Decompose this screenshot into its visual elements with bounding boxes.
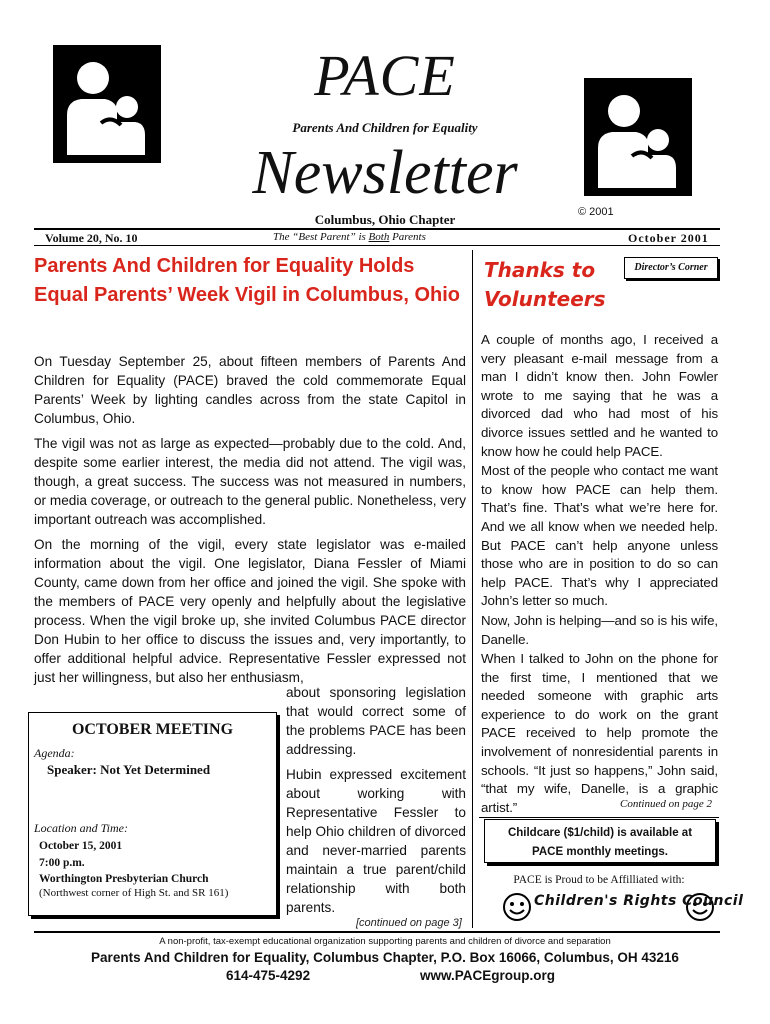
motto: The “Best Parent” is Both Parents — [273, 231, 426, 243]
corner-paragraph: A couple of months ago, I received a very pleasant e-mail message from a man I didn’t know then. John Fowler wrote to me saying that he was a divorced dad who had most of his divorce issues settled and he wanted to know how he could help PACE. — [481, 332, 718, 459]
continued-page-3: [continued on page 3] — [356, 917, 462, 929]
main-paragraph: Hubin expressed excitement about working with Representative Fessler to help Ohio children of divorced and never-married parents maintain a true parent/child relationship with both parents. — [286, 767, 466, 915]
footer-phone: 614-475-4292 — [226, 968, 311, 983]
copyright: © 2001 — [578, 206, 614, 218]
chapter-name: Columbus, Ohio Chapter — [314, 212, 456, 227]
childcare-line: Childcare ($1/child) is available at — [507, 827, 693, 839]
meeting-place: Worthington Presbyterian Church — [39, 873, 209, 885]
meeting-date: October 15, 2001 — [39, 840, 123, 852]
nonprofit-statement: A non-profit, tax-exempt educational organization supporting parents and children of divorce and separation — [159, 936, 611, 947]
main-paragraph: The vigil was not as large as expected—probably due to the cold. And, despite some earlier interest, the media did not attend. The vigil was, though, a great success. The success was not measured in numbers, or media coverage, or outreach to the general public. Nonetheless, very important outreach was accomplished. — [34, 436, 466, 527]
crc-name: Children's Rights Council — [534, 893, 744, 909]
masthead-subtitle: Parents And Children for Equality — [292, 120, 478, 135]
directors-corner-label: Director’s Corner — [624, 257, 718, 279]
corner-divider — [479, 817, 719, 818]
continued-page-2: Continued on page 2 — [620, 798, 712, 810]
masthead-divider — [34, 228, 720, 230]
meeting-speaker: Speaker: Not Yet Determined — [47, 762, 211, 777]
header-bottom-divider — [34, 245, 720, 246]
footer-address: Parents And Children for Equality, Columbus Chapter, P.O. Box 16066, Columbus, OH 43216 — [91, 950, 679, 965]
main-paragraph: On the morning of the vigil, every state legislator was e-mailed information about the vigil. One legislator, Diana Fessler of Miami County, came down from her office and joined the vigil. She spoke with the members of PACE very openly and helpfully about the legislative process. When the vigil broke up, she invited Columbus PACE director Don Hubin to her office to discuss the issues and, very importantly, to offer additional helpful advice. Representative Fessler expressed not just her willingness, but also her enthusiasm, — [34, 537, 466, 685]
issue-date: October 2001 — [628, 231, 709, 245]
corner-paragraph: When I talked to John on the phone for the first time, I mentioned that we needed someone with graphic arts experience to do work on the grant PACE received to help promote the involvement of nonresidential parents in schools. “It just so happens,” John said, “that my wife, Danelle, is a graphic artist.” — [481, 651, 718, 815]
october-meeting-box — [28, 712, 277, 916]
directors-corner-body — [481, 331, 718, 818]
agenda-label: Agenda: — [34, 746, 75, 760]
main-article-body — [34, 352, 466, 687]
footer-divider — [34, 931, 720, 933]
affiliation-text: PACE is Proud to be Affilliated with: — [513, 874, 685, 886]
main-paragraph-continued — [286, 683, 466, 917]
main-headline: Parents And Children for Equality Holds Equal Parents’ Week Vigil in Columbus, Ohio — [34, 255, 461, 306]
corner-paragraph: Now, John is helping—and so is his wife, Danelle. — [481, 612, 718, 647]
footer-website: www.PACEgroup.org — [420, 968, 555, 983]
main-paragraph: about sponsoring legislation that would correct some of the problems PACE has been addressing. — [286, 685, 466, 757]
meeting-title: OCTOBER MEETING — [71, 721, 234, 738]
column-divider — [472, 250, 473, 928]
corner-paragraph: Most of the people who contact me want to know how PACE can help them. That’s fine. That’s what we’re here for. And we all know when we needed help. But PACE can’t help anyone unless those who are in position to do so can help PACE. That’s why I appreciated John’s letter so much. — [481, 463, 718, 609]
masthead-newsletter: Newsletter — [252, 139, 518, 207]
masthead-title: PACE — [314, 43, 456, 108]
main-paragraph: On Tuesday September 25, about fifteen members of Parents And Children for Equality (PACE) braved the cold commemorate Equal Parents’ Week by lighting candles across from the state Capitol in Columbus, Ohio. — [34, 354, 466, 426]
meeting-place-note: (Northwest corner of High St. and SR 161) — [39, 887, 229, 899]
location-label: Location and Time: — [34, 821, 129, 835]
thanks-headline: Thanks to Volunteers — [484, 258, 606, 311]
meeting-time: 7:00 p.m. — [39, 857, 85, 869]
childcare-line: PACE monthly meetings. — [532, 846, 668, 858]
childcare-box — [484, 819, 716, 863]
volume-number: Volume 20, No. 10 — [45, 231, 138, 245]
